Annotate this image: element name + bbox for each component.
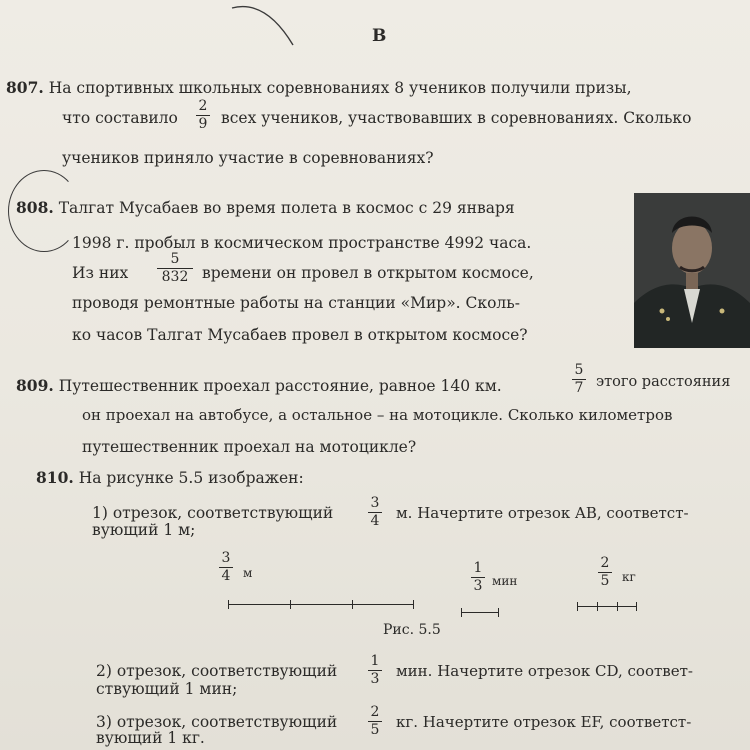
fraction-2-9: 2 9	[196, 99, 210, 132]
pen-stroke	[230, 0, 300, 50]
problem-810-item1b: м. Начертите отрезок AB, соответст-	[396, 504, 689, 522]
problem-807-line2b: всех учеников, участвовавших в соревнованиях. Сколько	[221, 109, 692, 127]
problem-809-line3: путешественник проехал на мотоцикле?	[82, 438, 417, 456]
problem-807-number: 807.	[6, 78, 44, 97]
problem-809-number: 809.	[16, 376, 54, 395]
problem-807-line2a: что составило	[62, 109, 178, 127]
cosmonaut-photo	[634, 193, 750, 348]
figure-unit-min: мин	[492, 574, 518, 588]
problem-807-line3: учеников приняло участие в соревнованиях?	[62, 149, 434, 167]
problem-808-line3b: времени он провел в открытом космосе,	[202, 264, 534, 282]
problem-809-line1b: этого расстояния	[596, 374, 731, 390]
problem-808-line5: ко часов Талгат Мусабаев провел в открытом космосе?	[72, 326, 528, 344]
problem-810-item2b: мин. Начертите отрезок CD, соответ-	[396, 662, 693, 680]
problem-808-line2: 1998 г. пробыл в космическом пространстве 4992 часа.	[72, 234, 532, 252]
segment-1-3-min	[461, 608, 499, 618]
problem-808-line4: проводя ремонтные работы на станции «Мир». Сколь-	[72, 294, 520, 312]
problem-810-item3a: 3) отрезок, соответствующий	[96, 713, 338, 731]
problem-810-item1c: вующий 1 м;	[92, 521, 196, 539]
problem-810-item2a: 2) отрезок, соответствующий	[96, 662, 338, 680]
problem-810-item1a: 1) отрезок, соответствующий	[92, 504, 334, 522]
problem-808-line3a: Из них	[72, 264, 129, 282]
problem-810-item3c: вующий 1 кг.	[96, 729, 205, 747]
fraction-3-4: 3 4	[368, 496, 382, 529]
segment-3-4-m	[228, 600, 414, 610]
problem-810-intro: 810. На рисунке 5.5 изображен:	[36, 468, 304, 487]
figure-fraction-3-4: 3 4	[219, 551, 233, 584]
problem-809-line2: он проехал на автобусе, а остальное – на мотоцикле. Сколько километров	[82, 406, 673, 424]
segment-2-5-kg	[577, 602, 637, 612]
page-header: В	[372, 26, 387, 46]
problem-809-line1a: 809. Путешественник проехал расстояние, равное 140 км.	[16, 376, 502, 395]
problem-808-line1: 808. Талгат Мусабаев во время полета в космос с 29 января	[16, 198, 515, 217]
figure-unit-m: м	[243, 566, 253, 580]
problem-808-number: 808.	[16, 198, 54, 217]
figure-fraction-2-5: 2 5	[598, 556, 612, 589]
problem-807-line1: 807. На спортивных школьных соревнованиях 8 учеников получили призы,	[6, 78, 632, 97]
problem-810-item2c: ствующий 1 мин;	[96, 680, 238, 698]
figure-caption: Рис. 5.5	[383, 622, 441, 638]
fraction-5-832: 5 832	[157, 252, 193, 285]
fraction-2-5: 2 5	[368, 705, 382, 738]
fraction-1-3: 1 3	[368, 654, 382, 687]
problem-810-number: 810.	[36, 468, 74, 487]
problem-810-item3b: кг. Начертите отрезок EF, соответст-	[396, 713, 692, 731]
figure-fraction-1-3: 1 3	[471, 561, 485, 594]
figure-unit-kg: кг	[622, 570, 636, 584]
fraction-5-7: 5 7	[572, 363, 586, 396]
